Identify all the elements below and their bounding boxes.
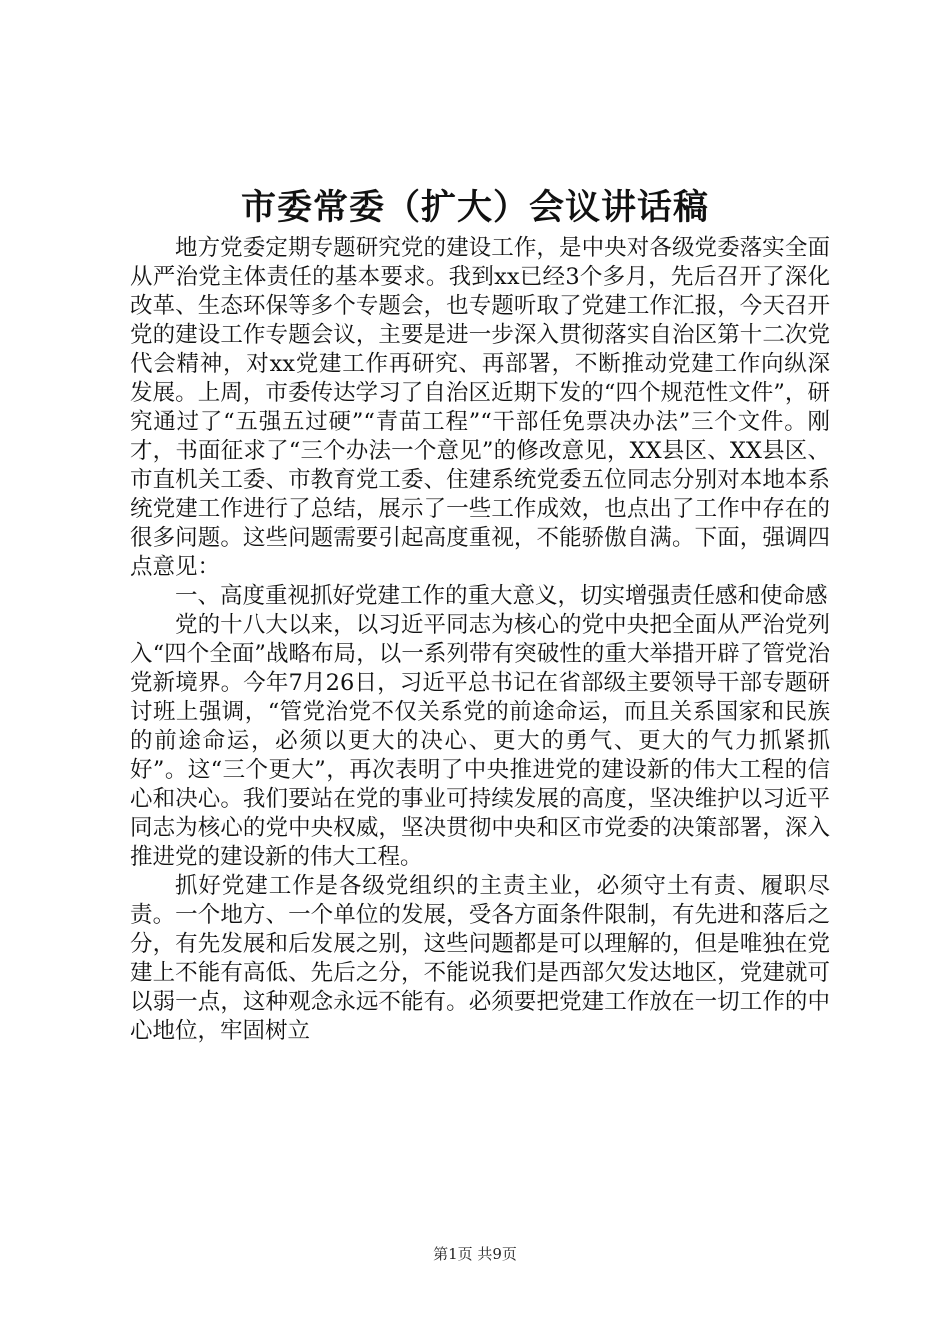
paragraph-section-1a: 党的十八大以来，以习近平同志为核心的党中央把全面从严治党列入“四个全面”战略布局，以一系列带有突破性的重大举措开辟了管党治党新境界。今年7月26日，习近平总书记在省部级主要领导干部专题研讨班上强调，“管党治党不仅关系党的前途命运，而且关系国家和民族的前途命运，必须以更大的决心、更大的勇气、更大的气力抓紧抓好”。这“三个更大”，再次表明了中央推进党的建设新的伟大工程的信心和决心。我们要站在党的事业可持续发展的高度，坚决维护以习近平同志为核心的党中央权威，坚决贯彻中央和区市党委的决策部署，深入推进党的建设新的伟大工程。	[130, 612, 830, 870]
paragraph-intro: 地方党委定期专题研究党的建设工作，是中央对各级党委落实全面从严治党主体责任的基本要求。我到xx已经3个多月，先后召开了深化改革、生态环保等多个专题会，也专题听取了党建工作汇报，今天召开党的建设工作专题会议，主要是进一步深入贯彻落实自治区第十二次党代会精神，对xx党建工作再研究、再部署，不断推动党建工作向纵深发展。上周，市委传达学习了自治区近期下发的“四个规范性文件”，研究通过了“五强五过硬”“青苗工程”“干部任免票决办法”三个文件。刚才，书面征求了“三个办法一个意见”的修改意见，XX县区、XX县区、市直机关工委、市教育党工委、住建系统党委五位同志分别对本地本系统党建工作进行了总结，展示了一些工作成效，也点出了工作中存在的很多问题。这些问题需要引起高度重视，不能骄傲自满。下面，强调四点意见：	[130, 235, 830, 580]
document-body	[130, 234, 830, 1046]
document-title: 市委常委（扩大）会议讲话稿	[240, 187, 709, 228]
page-footer: 第1页 共9页	[433, 1245, 517, 1263]
section-heading-1: 一、高度重视抓好党建工作的重大意义，切实增强责任感和使命感	[175, 583, 828, 609]
paragraph-section-1b: 抓好党建工作是各级党组织的主责主业，必须守土有责、履职尽责。一个地方、一个单位的发展，受各方面条件限制，有先进和落后之分，有先发展和后发展之别，这些问题都是可以理解的，但是唯独在党建上不能有高低、先后之分，不能说我们是西部欠发达地区，党建就可以弱一点，这种观念永远不能有。必须要把党建工作放在一切工作的中心地位，牢固树立	[130, 873, 830, 1044]
